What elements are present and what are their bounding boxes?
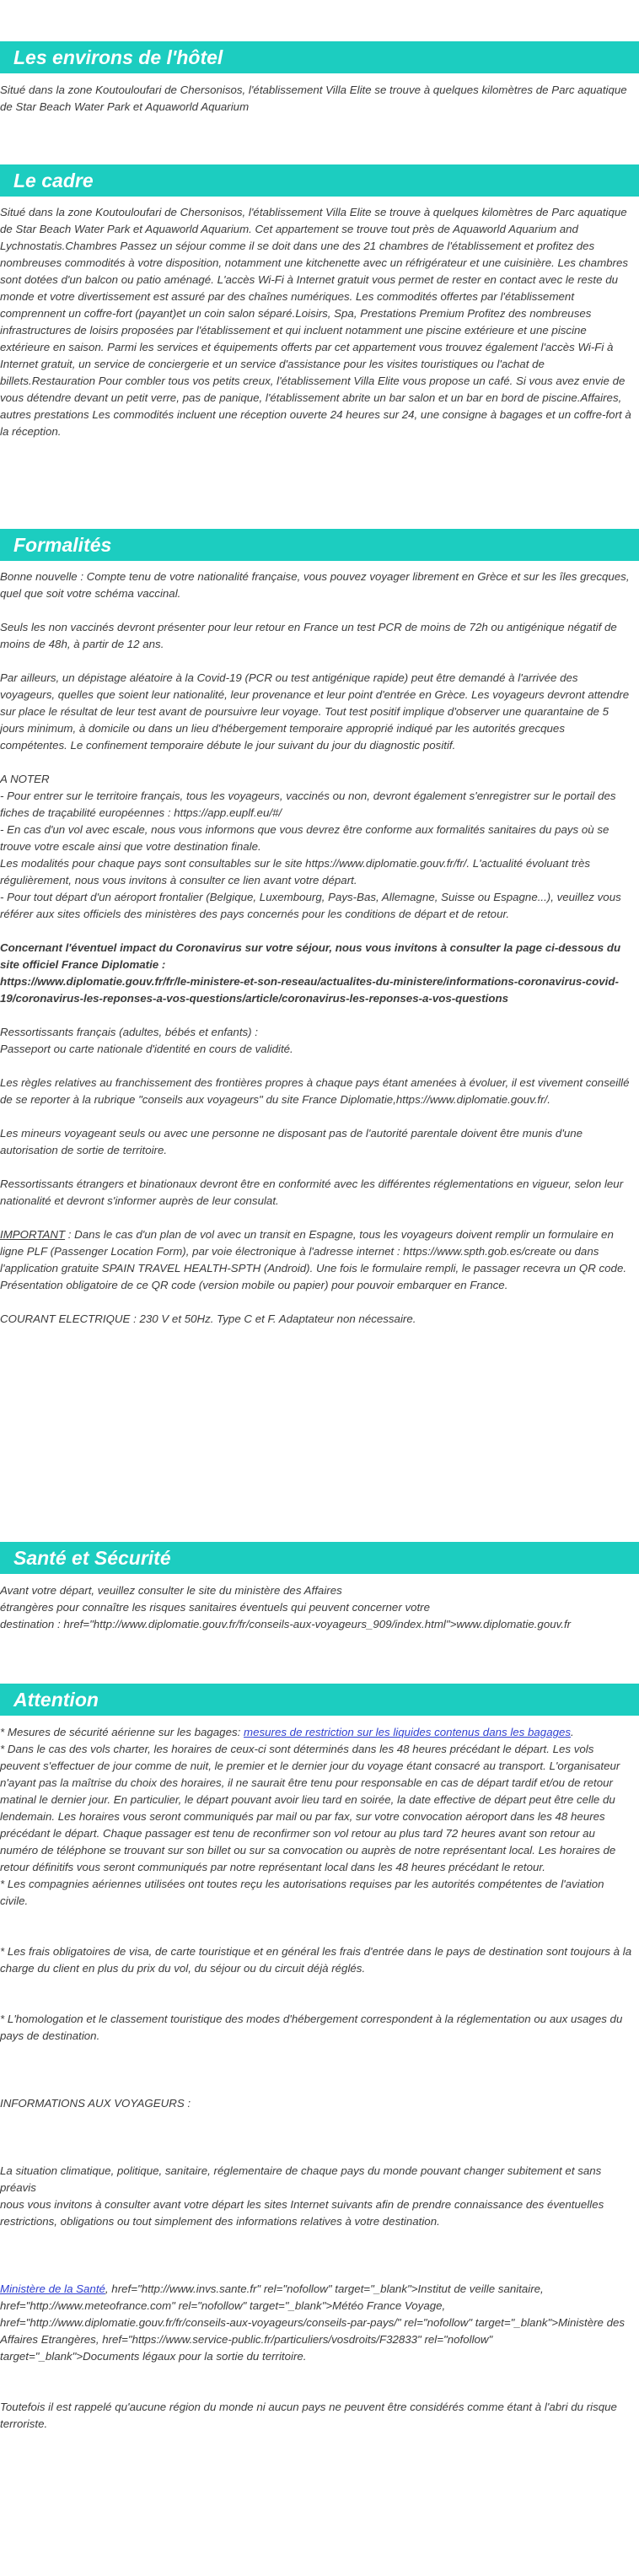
measure-item: * Les compagnies aériennes utilisées ont toutes reçu les autorisations requises par les autorités compétentes de l'aviation civile. xyxy=(0,1878,604,1907)
situation-text: nous vous invitons à consulter avant votre départ les sites Internet suivants afin de prendre connaissance des éventuelles restrictions, obligations ou tout simplement des informations relatives à votre destination. xyxy=(0,2198,604,2228)
note-item: - Pour entrer sur le territoire français, tous les voyageurs, vaccinés ou non, devront également s'enregistrer sur le portail des fiches de traçabilité européennes : https://app.euplf.eu/#/ xyxy=(0,790,616,819)
section-header-environs xyxy=(0,41,639,73)
coronavirus-url: https://www.diplomatie.gouv.fr/fr/le-ministere-et-son-reseau/actualites-du-ministere/informations-coronavirus-covid-19/coronavirus-les-reponses-a-vos-questions/article/coronavirus-les-reponses-a-vos-questions xyxy=(0,975,619,1005)
cadre-text: Situé dans la zone Koutouloufari de Chersonisos, l'établissement Villa Elite se trouve à quelques kilomètres de Parc aquatique de Star Beach Water Park et Aquaworld Aquarium. Cet appartement se trouve tout près de Aquaworld Aquarium and Lychnostatis.Chambres Passez un séjour comme il se doit dans une des 21 chambres de l'établissement et profitez des nombreuses commodités à votre disposition, notamment une kitchenette avec un réfrigérateur et une cuisinière. Les chambres sont dotées d'un balcon ou patio aménagé. L'accès Wi-Fi à Internet gratuit vous permet de rester en contact avec le reste du monde et votre divertissement est assuré par des chaînes numériques. Les commodités offertes par l'établissement comprennent un coffre-fort (payant)et un coin salon séparé.Loisirs, Spa, Prestations Premium Profitez des nombreuses infrastructures de loisirs proposées par l'établissement et qui incluent notamment une piscine extérieure et une piscine extérieure en saison. Parmi les services et équipements offerts par cet appartement vous trouvez également l'accès Wi-Fi à Internet gratuit, un service de conciergerie et un service d'assistance pour les visites touristiques ou l'achat de billets.Restauration Pour combler tous vos petits creux, l'établissement Villa Elite vous propose un café. Si vous avez envie de vous détendre devant un petit verre, pas de panique, l'établissement abrite un bar salon et un bar en bord de piscine.Affaires, autres prestations Les commodités incluent une réception ouverte 24 heures sur 24, une consigne à bagages et un coffre-fort à la réception. xyxy=(0,206,631,438)
paragraph: Passeport ou carte nationale d'identité en cours de validité. xyxy=(0,1043,293,1055)
paragraph: Les règles relatives au franchissement des frontières propres à chaque pays étant amenées à évoluer, il est vivement conseillé de se reporter à la rubrique "conseils aux voyageurs" du site France Diplomatie,https://www.diplomatie.gouv.fr/. xyxy=(0,1076,630,1106)
attention-content xyxy=(0,1724,634,2433)
formalites-content xyxy=(0,569,634,1328)
measure-item: * Dans le cas des vols charter, les horaires de ceux-ci sont déterminés dans les 48 heures précédant le départ. Les vols peuvent s'effectuer de jour comme de nuit, le premier et le dernier jour du voyage étant consacré au transport. L'organisateur n'ayant pas la maîtrise du choix des horaires, il ne saurait être tenu pour responsable en cas de départ tardif et/ou de retour matinal le dernier jour. En particulier, le départ pouvant avoir lieu tard en soirée, la date effective de départ peut être celle du lendemain. Les horaires vous seront communiqués par mail ou par fax, sur votre convocation aéroport dans les 48 heures précédant le départ. Chaque passager est tenu de reconfirmer son vol retour au plus tard 72 heures avant son retour au numéro de téléphone se trouvant sur son billet ou sur sa convocation ou auprès de notre représentant local. Les horaires de retour définitifs vous seront communiqués par notre représentant local dans les 48 heures précédant le retour. xyxy=(0,1743,620,1873)
section-header-sante xyxy=(0,1542,639,1574)
section-title: Attention xyxy=(13,1689,99,1711)
measure-item: * Mesures de sécurité aérienne sur les bagages: mesures de restriction sur les liquides contenus dans les bagages. xyxy=(0,1726,574,1738)
section-header-attention xyxy=(0,1684,639,1716)
measure-item: * Les frais obligatoires de visa, de carte touristique et en général les frais d'entrée dans le pays de destination sont toujours à la charge du client en plus du prix du vol, du séjour ou du circuit déjà réglés. xyxy=(0,1945,632,1975)
note-item: - Pour tout départ d'un aéroport frontalier (Belgique, Luxembourg, Pays-Bas, Allemagne, Suisse ou Espagne...), veuillez vous référer aux sites officiels des ministères des pays concernés pour les conditions de départ et de retour. xyxy=(0,891,621,920)
note-item: - En cas d'un vol avec escale, nous vous informons que vous devrez être conforme aux formalités sanitaires du pays où se trouve votre escale ainsi que votre destination finale. xyxy=(0,823,609,853)
environs-text: Situé dans la zone Koutouloufari de Chersonisos, l'établissement Villa Elite se trouve à quelques kilomètres de Parc aquatique de Star Beach Water Park et Aquaworld Aquarium xyxy=(0,84,627,113)
note-item: Les modalités pour chaque pays sont consultables sur le site https://www.diplomatie.gouv.fr/fr/. L'actualité évoluant très régulièrement, nous vous invitons à consulter ce lien avant votre départ. xyxy=(0,857,591,887)
section-header-cadre xyxy=(0,164,639,197)
situation-text: La situation climatique, politique, sanitaire, réglementaire de chaque pays du monde pouvant changer subitement et sans préavis xyxy=(0,2164,602,2194)
liquid-restriction-link[interactable]: mesures de restriction sur les liquides contenus dans les bagages xyxy=(244,1726,572,1738)
terrorism-notice: Toutefois il est rappelé qu'aucune région du monde ni aucun pays ne peuvent être considérés comme étant à l'abri du risque terroriste. xyxy=(0,2401,617,2430)
section-header-formalites xyxy=(0,529,639,561)
measure-item: * L'homologation et le classement touristique des modes d'hébergement correspondent à la réglementation ou aux usages du pays de destination. xyxy=(0,2013,623,2042)
important-paragraph xyxy=(0,1226,634,1294)
important-label: IMPORTANT xyxy=(0,1228,66,1241)
paragraph: Par ailleurs, un dépistage aléatoire à la Covid-19 (PCR ou test antigénique rapide) peut être demandé à l'arrivée des voyageurs, quelles que soient leur nationalité, leur provenance et leur point d'entrée en Grèce. Les voyageurs devront attendre sur place le résultat de leur test avant de poursuivre leur voyage. Tout test positif implique d'observer une quarantaine de 5 jours minimum, à domicile ou dans un lieu d'hébergement temporaire approprié indiqué par les autorités grecques compétentes. Le confinement temporaire débute le jour suivant du jour du diagnostic positif. xyxy=(0,671,630,752)
important-text: : Dans le cas d'un plan de vol avec un transit en Espagne, tous les voyageurs doivent remplir un formulaire en ligne PLF (Passenger Location Form), par voie électronique à l'adresse internet : https://www.spth.gob.es/create ou dans l'application gratuite SPAIN TRAVEL HEALTH-SPTH (Android). Une fois le formulaire rempli, le passager recevra un QR code. Présentation obligatoire de ce QR code (version mobile ou papier) pour pouvoir embarquer en France. xyxy=(0,1228,627,1291)
section-title: Les environs de l'hôtel xyxy=(13,46,223,68)
section-title: Le cadre xyxy=(13,170,94,191)
ministere-sante-link[interactable]: Ministère de la Santé xyxy=(0,2282,105,2295)
paragraph: Ressortissants français (adultes, bébés et enfants) : xyxy=(0,1026,258,1038)
paragraph: Seuls les non vaccinés devront présenter pour leur retour en France un test PCR de moins de 72h ou antigénique négatif de moins de 48h, à partir de 12 ans. xyxy=(0,621,617,650)
electric-info: COURANT ELECTRIQUE : 230 V et 50Hz. Type C et F. Adaptateur non nécessaire. xyxy=(0,1312,416,1325)
paragraph: Les mineurs voyageant seuls ou avec une personne ne disposant pas de l'autorité parentale doivent être munis d'une autorisation de sortie de territoire. xyxy=(0,1127,583,1156)
section-title: Formalités xyxy=(13,534,112,556)
section-title: Santé et Sécurité xyxy=(13,1547,171,1569)
resource-links: Ministère de la Santé, href="http://www.invs.sante.fr" rel="nofollow" target="_blank">Institut de veille sanitaire, href="http://www.meteofrance.com" rel="nofollow" target="_blank">Météo France Voyage, href="http://www.diplomatie.gouv.fr/fr/conseils-aux-voyageurs/conseils-par-pays/" rel="nofollow" target="_blank">Ministère des Affaires Etrangères, href="https://www.service-public.fr/particuliers/vosdroits/F32833" rel="nofollow" target="_blank">Documents légaux pour la sortie du territoire. xyxy=(0,2282,626,2363)
sante-content: Avant votre départ, veuillez consulter le site du ministère des Affaires étrangères pour connaître les risques sanitaires éventuels qui peuvent concerner votre destination : href="http://www.diplomatie.gouv.fr/fr/conseils-aux-voyageurs_909/index.html">www.diplomatie.gouv.fr xyxy=(0,1584,572,1630)
coronavirus-notice: Concernant l'éventuel impact du Coronavirus sur votre séjour, nous vous invitons à consulter la page ci-dessous du site officiel France Diplomatie : xyxy=(0,941,621,971)
paragraph: Ressortissants étrangers et binationaux devront être en conformité avec les différentes réglementations en vigueur, selon leur nationalité et devront s'informer auprès de leur consulat. xyxy=(0,1178,624,1207)
info-title: INFORMATIONS AUX VOYAGEURS : xyxy=(0,2097,191,2110)
paragraph: Bonne nouvelle : Compte tenu de votre nationalité française, vous pouvez voyager librement en Grèce et sur les îles grecques, quel que soit votre schéma vaccinal. xyxy=(0,570,630,600)
note-title: A NOTER xyxy=(0,773,50,785)
